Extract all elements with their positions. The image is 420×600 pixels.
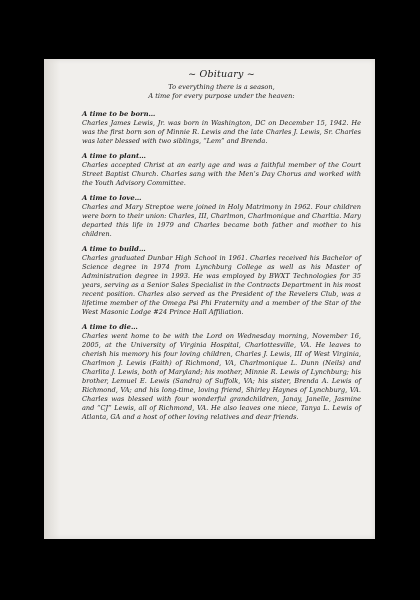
section-die — [82, 323, 361, 422]
section-plant — [82, 152, 361, 188]
obituary-content — [82, 69, 361, 428]
page-title: ~ Obituary ~ — [188, 69, 255, 80]
section-born — [82, 110, 361, 146]
section-text: Charles and Mary Streptoe were joined in Holy Matrimony in 1962. Four children were born to their union: Charles, III, Charlmon, Charlmonique and Charltia. Mary departed this life in 1979 and Charles became both father and mother to his children. — [82, 203, 361, 238]
epigraph-line: A time for every purpose under the heaven: — [148, 92, 295, 100]
obituary-page — [44, 59, 375, 539]
section-heading: A time to plant… — [82, 152, 146, 160]
section-build — [82, 245, 361, 317]
section-heading: A time to build… — [82, 245, 146, 253]
section-heading: A time to love… — [82, 194, 142, 202]
epigraph — [82, 83, 361, 101]
section-heading: A time to die… — [82, 323, 138, 331]
section-heading: A time to be born… — [82, 110, 156, 118]
section-text: Charles graduated Dunbar High School in 1961. Charles received his Bachelor of Science degree in 1974 from Lynchburg College as well as his Master of Administration degree in 1993. He was employed by BWXT Technologies for 35 years, serving as a Senior Sales Specialist in the Contracts Department in his most recent position. Charles also served as the President of the Revelers Club, was a lifetime member of the Omega Psi Phi Fraternity and a member of the Star of the West Masonic Lodge #24 Prince Hall Affiliation. — [82, 254, 361, 316]
epigraph-line: To everything there is a season, — [168, 83, 275, 91]
section-text: Charles James Lewis, Jr. was born in Washington, DC on December 15, 1942. He was the first born son of Minnie R. Lewis and the late Charles J. Lewis, Sr. Charles was later blessed with two siblings, “Lem” and Brenda. — [82, 119, 361, 145]
section-text: Charles went home to be with the Lord on Wednesday morning, November 16, 2005, at the University of Virginia Hospital, Charlottesville, VA. He leaves to cherish his memory his four loving children, Charles J. Lewis, III of West Virginia, Charlmon J. Lewis (Faith) of Richmond, VA, Charlmonique L. Dunn (Neils) and Charlita J. Lewis, both of Maryland; his mother, Minnie R. Lewis of Lynchburg; his brother, Lemuel E. Lewis (Sandra) of Suffolk, VA; his sister, Brenda A. Lewis of Richmond, VA; and his long-time, loving friend, Shirley Haynes of Lynchburg, VA. Charles was blessed with four wonderful grandchildren, Janay, Janelle, Jasmine and “CJ” Lewis, all of Richmond, VA. He also leaves one niece, Tanya L. Lewis of Atlanta, GA and a host of other loving relatives and dear friends. — [82, 332, 361, 421]
section-love — [82, 194, 361, 239]
section-text: Charles accepted Christ at an early age and was a faithful member of the Court Street Baptist Church. Charles sang with the Men’s Day Chorus and worked with the Youth Advisory Committee. — [82, 161, 361, 187]
